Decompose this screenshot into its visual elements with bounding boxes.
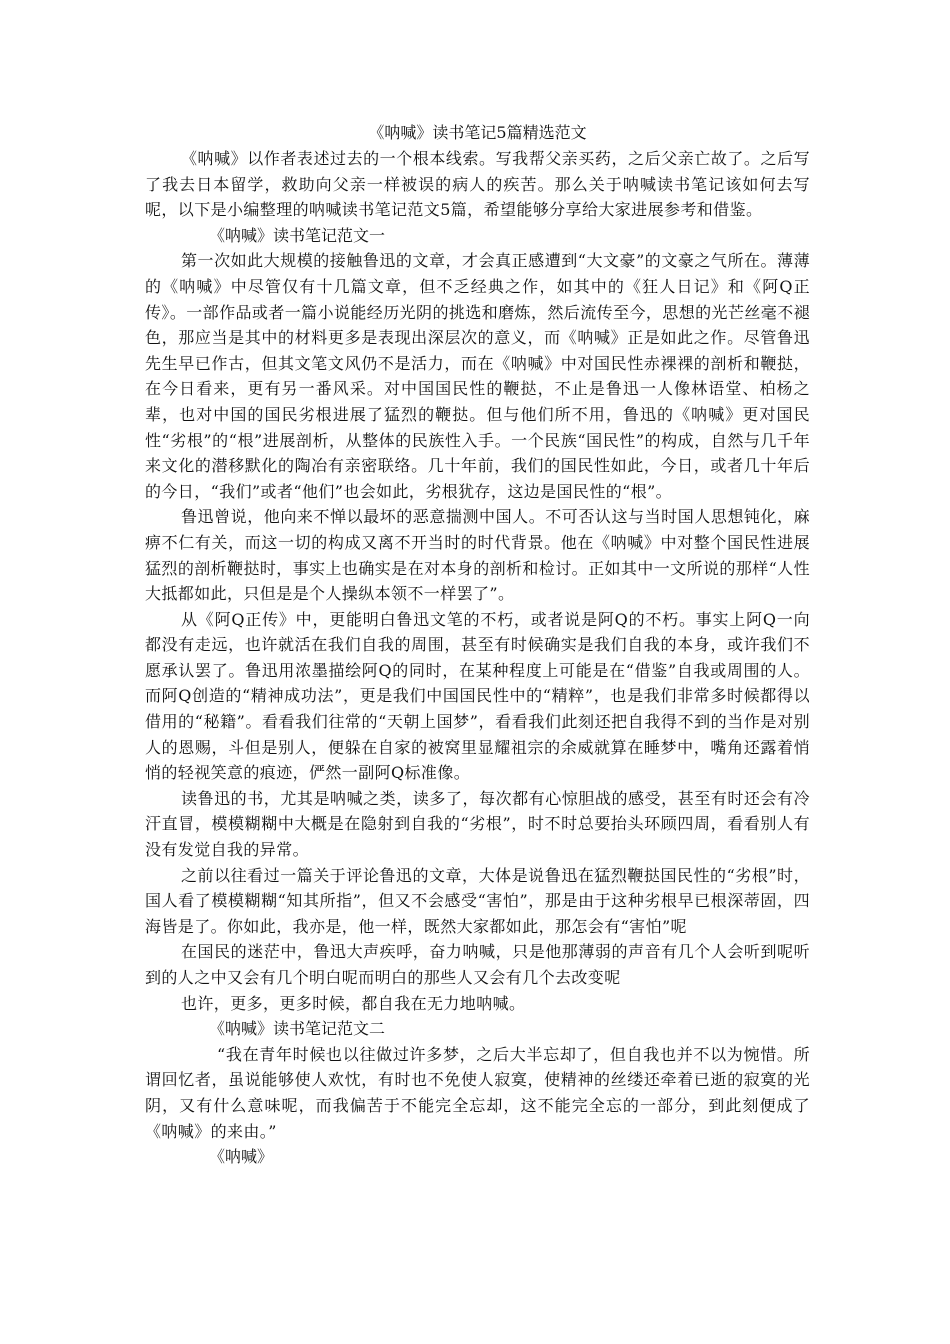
body-paragraph: 也许，更多，更多时候，都自我在无力地呐喊。 — [181, 993, 526, 1013]
body-paragraph: 第一次如此大规模的接触鲁迅的文章，才会真正感遭到“大文豪”的文豪之气所在。薄薄的《呐喊》中尽管仅有十几篇文章，但不乏经典之作，如其中的《狂人日记》和《阿Q正传》。一部作品或者一篇小说能经历光阴的挑选和磨炼，然后流传至今，思想的光芒丝毫不褪色，那应当是其中的材料更多是表现出深层次的意义，而《呐喊》正是如此之作。尽管鲁迅先生早已作古，但其文笔文风仍不是活力，而在《呐喊》中对国民性赤裸裸的剖析和鞭挞，在今日看来，更有另一番风采。对中国国民性的鞭挞，不止是鲁迅一人像林语堂、柏杨之辈，也对中国的国民劣根进展了猛烈的鞭挞。但与他们所不用，鲁迅的《呐喊》更对国民性“劣根”的“根”进展剖析，从整体的民族性入手。一个民族“国民性”的构成，自然与几千年来文化的潜移默化的陶冶有亲密联络。几十年前，我们的国民性如此，今日，或者几十年后的今日，“我们”或者“他们”也会如此，劣根犹存，这边是国民性的“根”。 — [145, 251, 810, 501]
body-paragraph: 之前以往看过一篇关于评论鲁迅的文章，大体是说鲁迅在猛烈鞭挞国民性的“劣根”时，国人看了模模糊糊“知其所指”，但又不会感受“害怕”，那是由于这种劣根早已根深蒂固，四海皆是了。你如此，我亦是，他一样，既然大家都如此，那怎会有“害怕”呢 — [145, 865, 810, 936]
trailing-title: 《呐喊》 — [209, 1147, 274, 1167]
body-paragraph: 鲁迅曾说，他向来不惮以最坏的恶意揣测中国人。不可否认这与当时国人思想钝化，麻痹不仁有关，而这一切的构成又离不开当时的时代背景。他在《呐喊》中对整个国民性进展猛烈的剖析鞭挞时，事实上也确实是在对本身的剖析和检讨。正如其中一文所说的那样“人性大抵都如此，只但是是个人操纵本领不一样罢了”。 — [145, 507, 810, 604]
quote-paragraph: “我在青年时候也以往做过许多梦，之后大半忘却了，但自我也并不以为惋惜。所谓回忆者，虽说能够使人欢忱，有时也不免使人寂寞，使精神的丝缕还牵着已逝的寂寞的光阴，又有什么意味呢，而我偏苦于不能完全忘却，这不能完全忘的一部分，到此刻便成了《呐喊》的来由。” — [145, 1044, 810, 1141]
body-paragraph: 在国民的迷茫中，鲁迅大声疾呼，奋力呐喊，只是他那薄弱的声音有几个人会听到呢听到的人之中又会有几个明白呢而明白的那些人又会有几个去改变呢 — [145, 942, 810, 987]
intro-paragraph: 《呐喊》以作者表述过去的一个根本线索。写我帮父亲买药，之后父亲亡故了。之后写了我去日本留学，救助向父亲一样被误的病人的疾苦。那么关于呐喊读书笔记该如何去写呢，以下是小编整理的呐喊读书笔记范文5篇，希望能够分享给大家进展参考和借鉴。 — [145, 149, 810, 220]
body-paragraph: 从《阿Q正传》中，更能明白鲁迅文笔的不朽，或者说是阿Q的不朽。事实上阿Q一向都没有走远，也许就活在我们自我的周围，甚至有时候确实是我们自我的本身，或许我们不愿承认罢了。鲁迅用浓墨描绘阿Q的同时，在某种程度上可能是在“借鉴”自我或周围的人。而阿Q创造的“精神成功法”，更是我们中国国民性中的“精粹”，也是我们非常多时候都得以借用的“秘籍”。看看我们往常的“天朝上国梦”，看看我们此刻还把自我得不到的当作是对别人的恩赐，斗但是别人，便躲在自家的被窝里显耀祖宗的余威就算在睡梦中，嘴角还露着悄悄的轻视笑意的痕迹，俨然一副阿Q标准像。 — [145, 609, 810, 783]
document-page — [145, 120, 810, 1170]
section-heading-2: 《呐喊》读书笔记范文二 — [209, 1019, 386, 1039]
document-title: 《呐喊》读书笔记5篇精选范文 — [368, 123, 587, 142]
body-paragraph: 读鲁迅的书，尤其是呐喊之类，读多了，每次都有心惊胆战的感受，甚至有时还会有冷汗直冒，模模糊糊中大概是在隐射到自我的“劣根”，时不时总要抬头环顾四周，看看别人有没有发觉自我的异常。 — [145, 788, 810, 860]
section-heading-1: 《呐喊》读书笔记范文一 — [209, 225, 386, 245]
